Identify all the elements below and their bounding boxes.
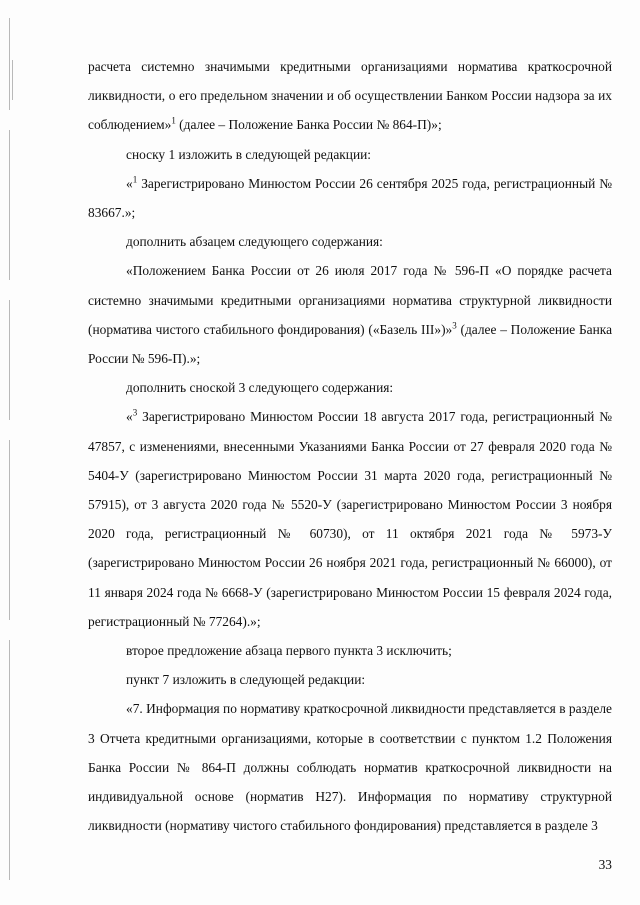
page-number: 33 [598,857,612,872]
footnote-marker: 3 [132,407,138,418]
footnote-marker: 1 [132,174,138,185]
footnote-marker: 1 [171,115,176,126]
paragraph-2 [88,140,612,169]
paragraph-text: сноску 1 изложить в следующей редакции: [126,146,371,162]
paragraph-6 [88,373,612,402]
paragraph-text-tail: Зарегистрировано Минюстом России 18 августа 2017 года, регистрационный № 47857, с изменениями, внесенными Указаниями Банка России от 27 февраля 2020 года № 5404-У (зарегистрировано Минюстом России 31 марта 2020 года, регистрационный № 57915), от 3 августа 2020 года № 5520-У (зарегистрировано Минюстом России 3 ноября 2020 года, регистрационный № 60730), от 11 октября 2021 года № 5973-У (зарегистрировано Минюстом России 26 ноября 2021 года, регистрационный № 66000), от 11 января 2024 года № 6668-У (зарегистрировано Минюстом России 15 февраля 2024 года, регистрационный № 77264).»; [88,409,612,629]
paragraph-text: « [126,175,133,191]
paragraph-text: расчета системно значимыми кредитными организациями норматива краткосрочной ликвидности, о его предельном значении и об осуществлении Банком России надзора за их соблюдением» [88,59,612,133]
paragraph-9 [88,665,612,694]
paragraph-text: дополнить абзацем следующего содержания: [126,234,383,250]
paragraph-5 [88,256,612,373]
scan-artifact [12,60,13,100]
paragraph-text: пункт 7 изложить в следующей редакции: [126,672,366,688]
paragraph-3 [88,169,612,227]
paragraph-text: «Положением Банка России от 26 июля 2017 года № 596-П «О порядке расчета системно значимыми кредитными организациями норматива структурной ликвидности (норматива чистого стабильного фондирования) («Базель III»)» [88,263,612,337]
document-body [88,52,612,840]
paragraph-text-tail: Зарегистрировано Минюстом России 26 сентября 2025 года, регистрационный № 83667.»; [88,175,612,221]
scan-artifact [9,300,10,420]
paragraph-10 [88,694,612,840]
scan-artifact [9,640,10,880]
footnote-marker: 3 [452,320,457,331]
paragraph-text: « [126,409,133,425]
paragraph-text: второе предложение абзаца первого пункта 3 исключить; [126,643,452,659]
scan-artifact [9,18,10,110]
paragraph-text: дополнить сноской 3 следующего содержания: [126,380,394,396]
scan-artifact [9,440,10,620]
paragraph-4 [88,227,612,256]
paragraph-7 [88,402,612,636]
scan-artifact [9,130,10,280]
paragraph-text-tail: (далее – Положение Банка России № 596-П).»; [88,321,613,367]
paragraph-text: «7. Информация по нормативу краткосрочной ликвидности представляется в разделе 3 Отчета кредитными организациями, которые в соответствии с пунктом 1.2 Положения Банка России № 864-П должны соблюдать норматив краткосрочной ликвидности на индивидуальной основе (норматив Н27). Информация по нормативу структурной ликвидности (нормативу чистого стабильного фондирования) представляется в разделе 3 [88,701,612,834]
paragraph-1 [88,52,612,140]
paragraph-text-tail: (далее – Положение Банка России № 864-П)»; [175,117,442,133]
paragraph-8 [88,636,612,665]
